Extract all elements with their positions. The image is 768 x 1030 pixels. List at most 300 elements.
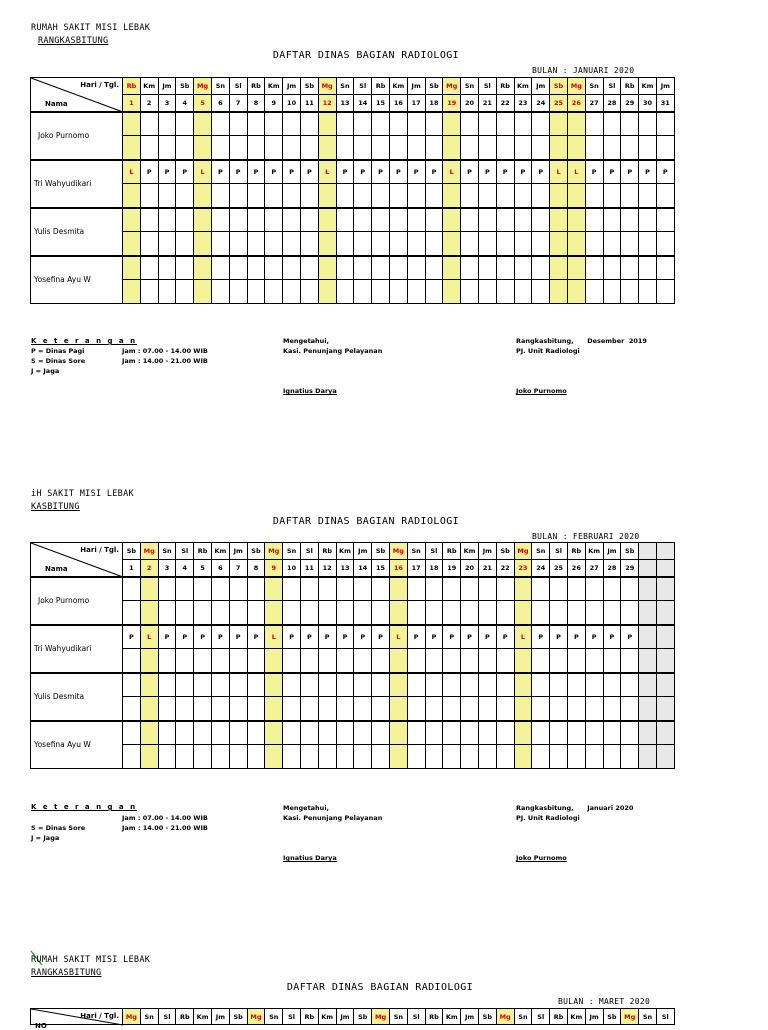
shift-cell[interactable]: P: [265, 160, 283, 184]
shift-cell[interactable]: [478, 577, 496, 601]
shift-cell[interactable]: [532, 577, 550, 601]
shift-cell[interactable]: P: [176, 160, 194, 184]
shift-cell[interactable]: [318, 649, 336, 673]
shift-cell[interactable]: [336, 745, 354, 769]
shift-cell[interactable]: [247, 280, 265, 304]
shift-cell[interactable]: [567, 232, 585, 256]
shift-cell[interactable]: [140, 136, 158, 160]
shift-cell[interactable]: [229, 112, 247, 136]
shift-cell[interactable]: [514, 280, 532, 304]
shift-cell[interactable]: [532, 673, 550, 697]
shift-cell[interactable]: P: [194, 625, 212, 649]
shift-cell[interactable]: [354, 136, 372, 160]
shift-cell[interactable]: [478, 112, 496, 136]
shift-cell[interactable]: [425, 673, 443, 697]
shift-cell[interactable]: [550, 112, 568, 136]
shift-cell[interactable]: [318, 112, 336, 136]
shift-cell[interactable]: [123, 673, 141, 697]
shift-cell[interactable]: [496, 601, 514, 625]
shift-cell[interactable]: [123, 232, 141, 256]
shift-cell[interactable]: [603, 208, 621, 232]
shift-cell[interactable]: [514, 673, 532, 697]
shift-cell[interactable]: [639, 112, 657, 136]
shift-cell[interactable]: [211, 577, 229, 601]
shift-cell[interactable]: L: [514, 625, 532, 649]
shift-cell[interactable]: [300, 256, 318, 280]
shift-cell[interactable]: [158, 112, 176, 136]
shift-cell[interactable]: [283, 721, 301, 745]
shift-cell[interactable]: P: [532, 625, 550, 649]
shift-cell[interactable]: [461, 184, 479, 208]
shift-cell[interactable]: [194, 256, 212, 280]
shift-cell[interactable]: [407, 721, 425, 745]
shift-cell[interactable]: [158, 280, 176, 304]
shift-cell[interactable]: P: [372, 160, 390, 184]
shift-cell[interactable]: [514, 721, 532, 745]
shift-cell[interactable]: [496, 136, 514, 160]
shift-cell[interactable]: [514, 577, 532, 601]
shift-cell[interactable]: [211, 208, 229, 232]
shift-cell[interactable]: [621, 256, 639, 280]
shift-cell[interactable]: [461, 601, 479, 625]
shift-cell[interactable]: [211, 280, 229, 304]
shift-cell[interactable]: [229, 745, 247, 769]
shift-cell[interactable]: [514, 256, 532, 280]
shift-cell[interactable]: L: [550, 160, 568, 184]
shift-cell[interactable]: [265, 232, 283, 256]
shift-cell[interactable]: [211, 649, 229, 673]
shift-cell[interactable]: [354, 280, 372, 304]
shift-cell[interactable]: [389, 577, 407, 601]
shift-cell[interactable]: [461, 256, 479, 280]
shift-cell[interactable]: P: [123, 625, 141, 649]
shift-cell[interactable]: [496, 721, 514, 745]
shift-cell[interactable]: [514, 208, 532, 232]
shift-cell[interactable]: [585, 184, 603, 208]
shift-cell[interactable]: [461, 721, 479, 745]
shift-cell[interactable]: [389, 136, 407, 160]
shift-cell[interactable]: [478, 745, 496, 769]
shift-cell[interactable]: [478, 721, 496, 745]
shift-cell[interactable]: [532, 112, 550, 136]
shift-cell[interactable]: [300, 673, 318, 697]
shift-cell[interactable]: [372, 649, 390, 673]
shift-cell[interactable]: [318, 136, 336, 160]
shift-cell[interactable]: [496, 256, 514, 280]
shift-cell[interactable]: [336, 232, 354, 256]
shift-cell[interactable]: L: [443, 160, 461, 184]
shift-cell[interactable]: [425, 649, 443, 673]
shift-cell[interactable]: [336, 184, 354, 208]
shift-cell[interactable]: [425, 112, 443, 136]
shift-cell[interactable]: [283, 697, 301, 721]
shift-cell[interactable]: [247, 601, 265, 625]
shift-cell[interactable]: [283, 601, 301, 625]
shift-cell[interactable]: [639, 721, 657, 745]
shift-cell[interactable]: [211, 232, 229, 256]
shift-cell[interactable]: [532, 184, 550, 208]
shift-cell[interactable]: [621, 112, 639, 136]
shift-cell[interactable]: [407, 112, 425, 136]
shift-cell[interactable]: P: [158, 160, 176, 184]
shift-cell[interactable]: [318, 184, 336, 208]
shift-cell[interactable]: [425, 601, 443, 625]
shift-cell[interactable]: [567, 721, 585, 745]
shift-cell[interactable]: [283, 577, 301, 601]
shift-cell[interactable]: [140, 256, 158, 280]
shift-cell[interactable]: [514, 697, 532, 721]
shift-cell[interactable]: [550, 577, 568, 601]
shift-cell[interactable]: [265, 649, 283, 673]
shift-cell[interactable]: [123, 208, 141, 232]
shift-cell[interactable]: [372, 208, 390, 232]
shift-cell[interactable]: [140, 577, 158, 601]
shift-cell[interactable]: [211, 601, 229, 625]
shift-cell[interactable]: [550, 208, 568, 232]
shift-cell[interactable]: [639, 208, 657, 232]
shift-cell[interactable]: [478, 256, 496, 280]
shift-cell[interactable]: [461, 232, 479, 256]
shift-cell[interactable]: [123, 601, 141, 625]
shift-cell[interactable]: [443, 697, 461, 721]
shift-cell[interactable]: [229, 601, 247, 625]
shift-cell[interactable]: [478, 649, 496, 673]
shift-cell[interactable]: [567, 208, 585, 232]
shift-cell[interactable]: P: [176, 625, 194, 649]
shift-cell[interactable]: P: [550, 625, 568, 649]
shift-cell[interactable]: P: [443, 625, 461, 649]
shift-cell[interactable]: [283, 232, 301, 256]
shift-cell[interactable]: [372, 184, 390, 208]
shift-cell[interactable]: [229, 697, 247, 721]
shift-cell[interactable]: [550, 136, 568, 160]
shift-cell[interactable]: P: [603, 625, 621, 649]
shift-cell[interactable]: [425, 184, 443, 208]
shift-cell[interactable]: [211, 745, 229, 769]
shift-cell[interactable]: [318, 232, 336, 256]
shift-cell[interactable]: [496, 112, 514, 136]
shift-cell[interactable]: [514, 601, 532, 625]
shift-cell[interactable]: [603, 256, 621, 280]
shift-cell[interactable]: [158, 697, 176, 721]
shift-cell[interactable]: [158, 721, 176, 745]
shift-cell[interactable]: [140, 673, 158, 697]
shift-cell[interactable]: P: [140, 160, 158, 184]
shift-cell[interactable]: [354, 601, 372, 625]
shift-cell[interactable]: [639, 256, 657, 280]
shift-cell[interactable]: [407, 232, 425, 256]
shift-cell[interactable]: [389, 256, 407, 280]
shift-cell[interactable]: [194, 673, 212, 697]
shift-cell[interactable]: [372, 112, 390, 136]
shift-cell[interactable]: [176, 112, 194, 136]
shift-cell[interactable]: [443, 256, 461, 280]
shift-cell[interactable]: L: [265, 625, 283, 649]
shift-cell[interactable]: [372, 577, 390, 601]
shift-cell[interactable]: [247, 232, 265, 256]
shift-cell[interactable]: [532, 697, 550, 721]
shift-cell[interactable]: [176, 673, 194, 697]
shift-cell[interactable]: [532, 649, 550, 673]
shift-cell[interactable]: L: [194, 160, 212, 184]
shift-cell[interactable]: P: [229, 625, 247, 649]
shift-cell[interactable]: [496, 577, 514, 601]
shift-cell[interactable]: [354, 184, 372, 208]
shift-cell[interactable]: [300, 721, 318, 745]
shift-cell[interactable]: [461, 649, 479, 673]
shift-cell[interactable]: [478, 184, 496, 208]
shift-cell[interactable]: [176, 280, 194, 304]
shift-cell[interactable]: [603, 745, 621, 769]
shift-cell[interactable]: [176, 721, 194, 745]
shift-cell[interactable]: [372, 256, 390, 280]
shift-cell[interactable]: [283, 673, 301, 697]
shift-cell[interactable]: [585, 136, 603, 160]
shift-cell[interactable]: P: [478, 625, 496, 649]
shift-cell[interactable]: [425, 577, 443, 601]
shift-cell[interactable]: [514, 649, 532, 673]
shift-cell[interactable]: [123, 721, 141, 745]
shift-cell[interactable]: [176, 232, 194, 256]
shift-cell[interactable]: [585, 673, 603, 697]
shift-cell[interactable]: [656, 673, 674, 697]
shift-cell[interactable]: [621, 673, 639, 697]
shift-cell[interactable]: [140, 208, 158, 232]
shift-cell[interactable]: [300, 280, 318, 304]
shift-cell[interactable]: [603, 184, 621, 208]
shift-cell[interactable]: [532, 208, 550, 232]
shift-cell[interactable]: [354, 673, 372, 697]
shift-cell[interactable]: [550, 601, 568, 625]
shift-cell[interactable]: [567, 280, 585, 304]
shift-cell[interactable]: [550, 673, 568, 697]
shift-cell[interactable]: P: [247, 625, 265, 649]
shift-cell[interactable]: [354, 577, 372, 601]
shift-cell[interactable]: [603, 721, 621, 745]
shift-cell[interactable]: P: [229, 160, 247, 184]
shift-cell[interactable]: [407, 649, 425, 673]
shift-cell[interactable]: [300, 697, 318, 721]
shift-cell[interactable]: [656, 256, 674, 280]
shift-cell[interactable]: [389, 721, 407, 745]
shift-cell[interactable]: [300, 745, 318, 769]
shift-cell[interactable]: [656, 625, 674, 649]
shift-cell[interactable]: [158, 232, 176, 256]
shift-cell[interactable]: [496, 184, 514, 208]
shift-cell[interactable]: [300, 208, 318, 232]
shift-cell[interactable]: [336, 649, 354, 673]
shift-cell[interactable]: [656, 112, 674, 136]
shift-cell[interactable]: L: [389, 625, 407, 649]
shift-cell[interactable]: P: [354, 625, 372, 649]
shift-cell[interactable]: [336, 721, 354, 745]
shift-cell[interactable]: P: [656, 160, 674, 184]
shift-cell[interactable]: [336, 136, 354, 160]
shift-cell[interactable]: [425, 697, 443, 721]
shift-cell[interactable]: [140, 232, 158, 256]
shift-cell[interactable]: [318, 601, 336, 625]
shift-cell[interactable]: [229, 136, 247, 160]
shift-cell[interactable]: P: [585, 160, 603, 184]
shift-cell[interactable]: [389, 697, 407, 721]
shift-cell[interactable]: [585, 697, 603, 721]
shift-cell[interactable]: P: [389, 160, 407, 184]
shift-cell[interactable]: [567, 649, 585, 673]
shift-cell[interactable]: [318, 208, 336, 232]
shift-cell[interactable]: [123, 136, 141, 160]
shift-cell[interactable]: [407, 280, 425, 304]
shift-cell[interactable]: P: [585, 625, 603, 649]
shift-cell[interactable]: P: [425, 160, 443, 184]
shift-cell[interactable]: [158, 673, 176, 697]
shift-cell[interactable]: [621, 649, 639, 673]
shift-cell[interactable]: [194, 721, 212, 745]
shift-cell[interactable]: [425, 745, 443, 769]
shift-cell[interactable]: [158, 136, 176, 160]
shift-cell[interactable]: [318, 697, 336, 721]
shift-cell[interactable]: [603, 649, 621, 673]
shift-cell[interactable]: [407, 601, 425, 625]
shift-cell[interactable]: [389, 745, 407, 769]
shift-cell[interactable]: [283, 649, 301, 673]
shift-cell[interactable]: [407, 673, 425, 697]
shift-cell[interactable]: P: [211, 625, 229, 649]
shift-cell[interactable]: [443, 721, 461, 745]
shift-cell[interactable]: [194, 601, 212, 625]
shift-cell[interactable]: [532, 280, 550, 304]
shift-cell[interactable]: [514, 745, 532, 769]
shift-cell[interactable]: [603, 601, 621, 625]
shift-cell[interactable]: [247, 112, 265, 136]
shift-cell[interactable]: [496, 280, 514, 304]
shift-cell[interactable]: [621, 577, 639, 601]
shift-cell[interactable]: [158, 649, 176, 673]
shift-cell[interactable]: [140, 601, 158, 625]
shift-cell[interactable]: [372, 601, 390, 625]
shift-cell[interactable]: P: [283, 160, 301, 184]
shift-cell[interactable]: [461, 673, 479, 697]
shift-cell[interactable]: P: [496, 625, 514, 649]
shift-cell[interactable]: P: [567, 625, 585, 649]
shift-cell[interactable]: [194, 280, 212, 304]
shift-cell[interactable]: [211, 184, 229, 208]
shift-cell[interactable]: [247, 208, 265, 232]
shift-cell[interactable]: [567, 184, 585, 208]
shift-cell[interactable]: [372, 280, 390, 304]
shift-cell[interactable]: [194, 649, 212, 673]
shift-cell[interactable]: P: [603, 160, 621, 184]
shift-cell[interactable]: [567, 673, 585, 697]
shift-cell[interactable]: [354, 112, 372, 136]
shift-cell[interactable]: L: [123, 160, 141, 184]
shift-cell[interactable]: [639, 673, 657, 697]
shift-cell[interactable]: [158, 577, 176, 601]
shift-cell[interactable]: [639, 601, 657, 625]
shift-cell[interactable]: [550, 256, 568, 280]
shift-cell[interactable]: [229, 280, 247, 304]
shift-cell[interactable]: P: [300, 625, 318, 649]
shift-cell[interactable]: [123, 256, 141, 280]
shift-cell[interactable]: [567, 697, 585, 721]
shift-cell[interactable]: P: [514, 160, 532, 184]
shift-cell[interactable]: [354, 232, 372, 256]
shift-cell[interactable]: [140, 745, 158, 769]
shift-cell[interactable]: [567, 577, 585, 601]
shift-cell[interactable]: [567, 112, 585, 136]
shift-cell[interactable]: [443, 280, 461, 304]
shift-cell[interactable]: [265, 208, 283, 232]
shift-cell[interactable]: [265, 745, 283, 769]
shift-cell[interactable]: [621, 721, 639, 745]
shift-cell[interactable]: [354, 697, 372, 721]
shift-cell[interactable]: P: [639, 160, 657, 184]
shift-cell[interactable]: [176, 601, 194, 625]
shift-cell[interactable]: [407, 208, 425, 232]
shift-cell[interactable]: [123, 697, 141, 721]
shift-cell[interactable]: [176, 577, 194, 601]
shift-cell[interactable]: [425, 280, 443, 304]
shift-cell[interactable]: [247, 673, 265, 697]
shift-cell[interactable]: [176, 745, 194, 769]
shift-cell[interactable]: [656, 649, 674, 673]
shift-cell[interactable]: [514, 232, 532, 256]
shift-cell[interactable]: [247, 721, 265, 745]
shift-cell[interactable]: P: [372, 625, 390, 649]
shift-cell[interactable]: [265, 136, 283, 160]
shift-cell[interactable]: [140, 184, 158, 208]
shift-cell[interactable]: [585, 232, 603, 256]
shift-cell[interactable]: [443, 232, 461, 256]
shift-cell[interactable]: P: [425, 625, 443, 649]
shift-cell[interactable]: [194, 136, 212, 160]
shift-cell[interactable]: [585, 208, 603, 232]
shift-cell[interactable]: [389, 280, 407, 304]
shift-cell[interactable]: [461, 745, 479, 769]
shift-cell[interactable]: [550, 280, 568, 304]
shift-cell[interactable]: L: [140, 625, 158, 649]
shift-cell[interactable]: [496, 745, 514, 769]
shift-cell[interactable]: [123, 577, 141, 601]
shift-cell[interactable]: [478, 232, 496, 256]
shift-cell[interactable]: P: [300, 160, 318, 184]
shift-cell[interactable]: [532, 601, 550, 625]
shift-cell[interactable]: [550, 649, 568, 673]
shift-cell[interactable]: [443, 208, 461, 232]
shift-cell[interactable]: [354, 256, 372, 280]
shift-cell[interactable]: [158, 601, 176, 625]
shift-cell[interactable]: [283, 280, 301, 304]
shift-cell[interactable]: [229, 577, 247, 601]
shift-cell[interactable]: [656, 697, 674, 721]
shift-cell[interactable]: L: [567, 160, 585, 184]
shift-cell[interactable]: [283, 256, 301, 280]
shift-cell[interactable]: [158, 208, 176, 232]
shift-cell[interactable]: [211, 673, 229, 697]
shift-cell[interactable]: [621, 136, 639, 160]
shift-cell[interactable]: [247, 697, 265, 721]
shift-cell[interactable]: P: [461, 160, 479, 184]
shift-cell[interactable]: [211, 112, 229, 136]
shift-cell[interactable]: [407, 577, 425, 601]
shift-cell[interactable]: P: [496, 160, 514, 184]
shift-cell[interactable]: P: [336, 625, 354, 649]
shift-cell[interactable]: [425, 208, 443, 232]
shift-cell[interactable]: [176, 136, 194, 160]
shift-cell[interactable]: [585, 601, 603, 625]
shift-cell[interactable]: P: [621, 625, 639, 649]
shift-cell[interactable]: P: [621, 160, 639, 184]
shift-cell[interactable]: [478, 673, 496, 697]
